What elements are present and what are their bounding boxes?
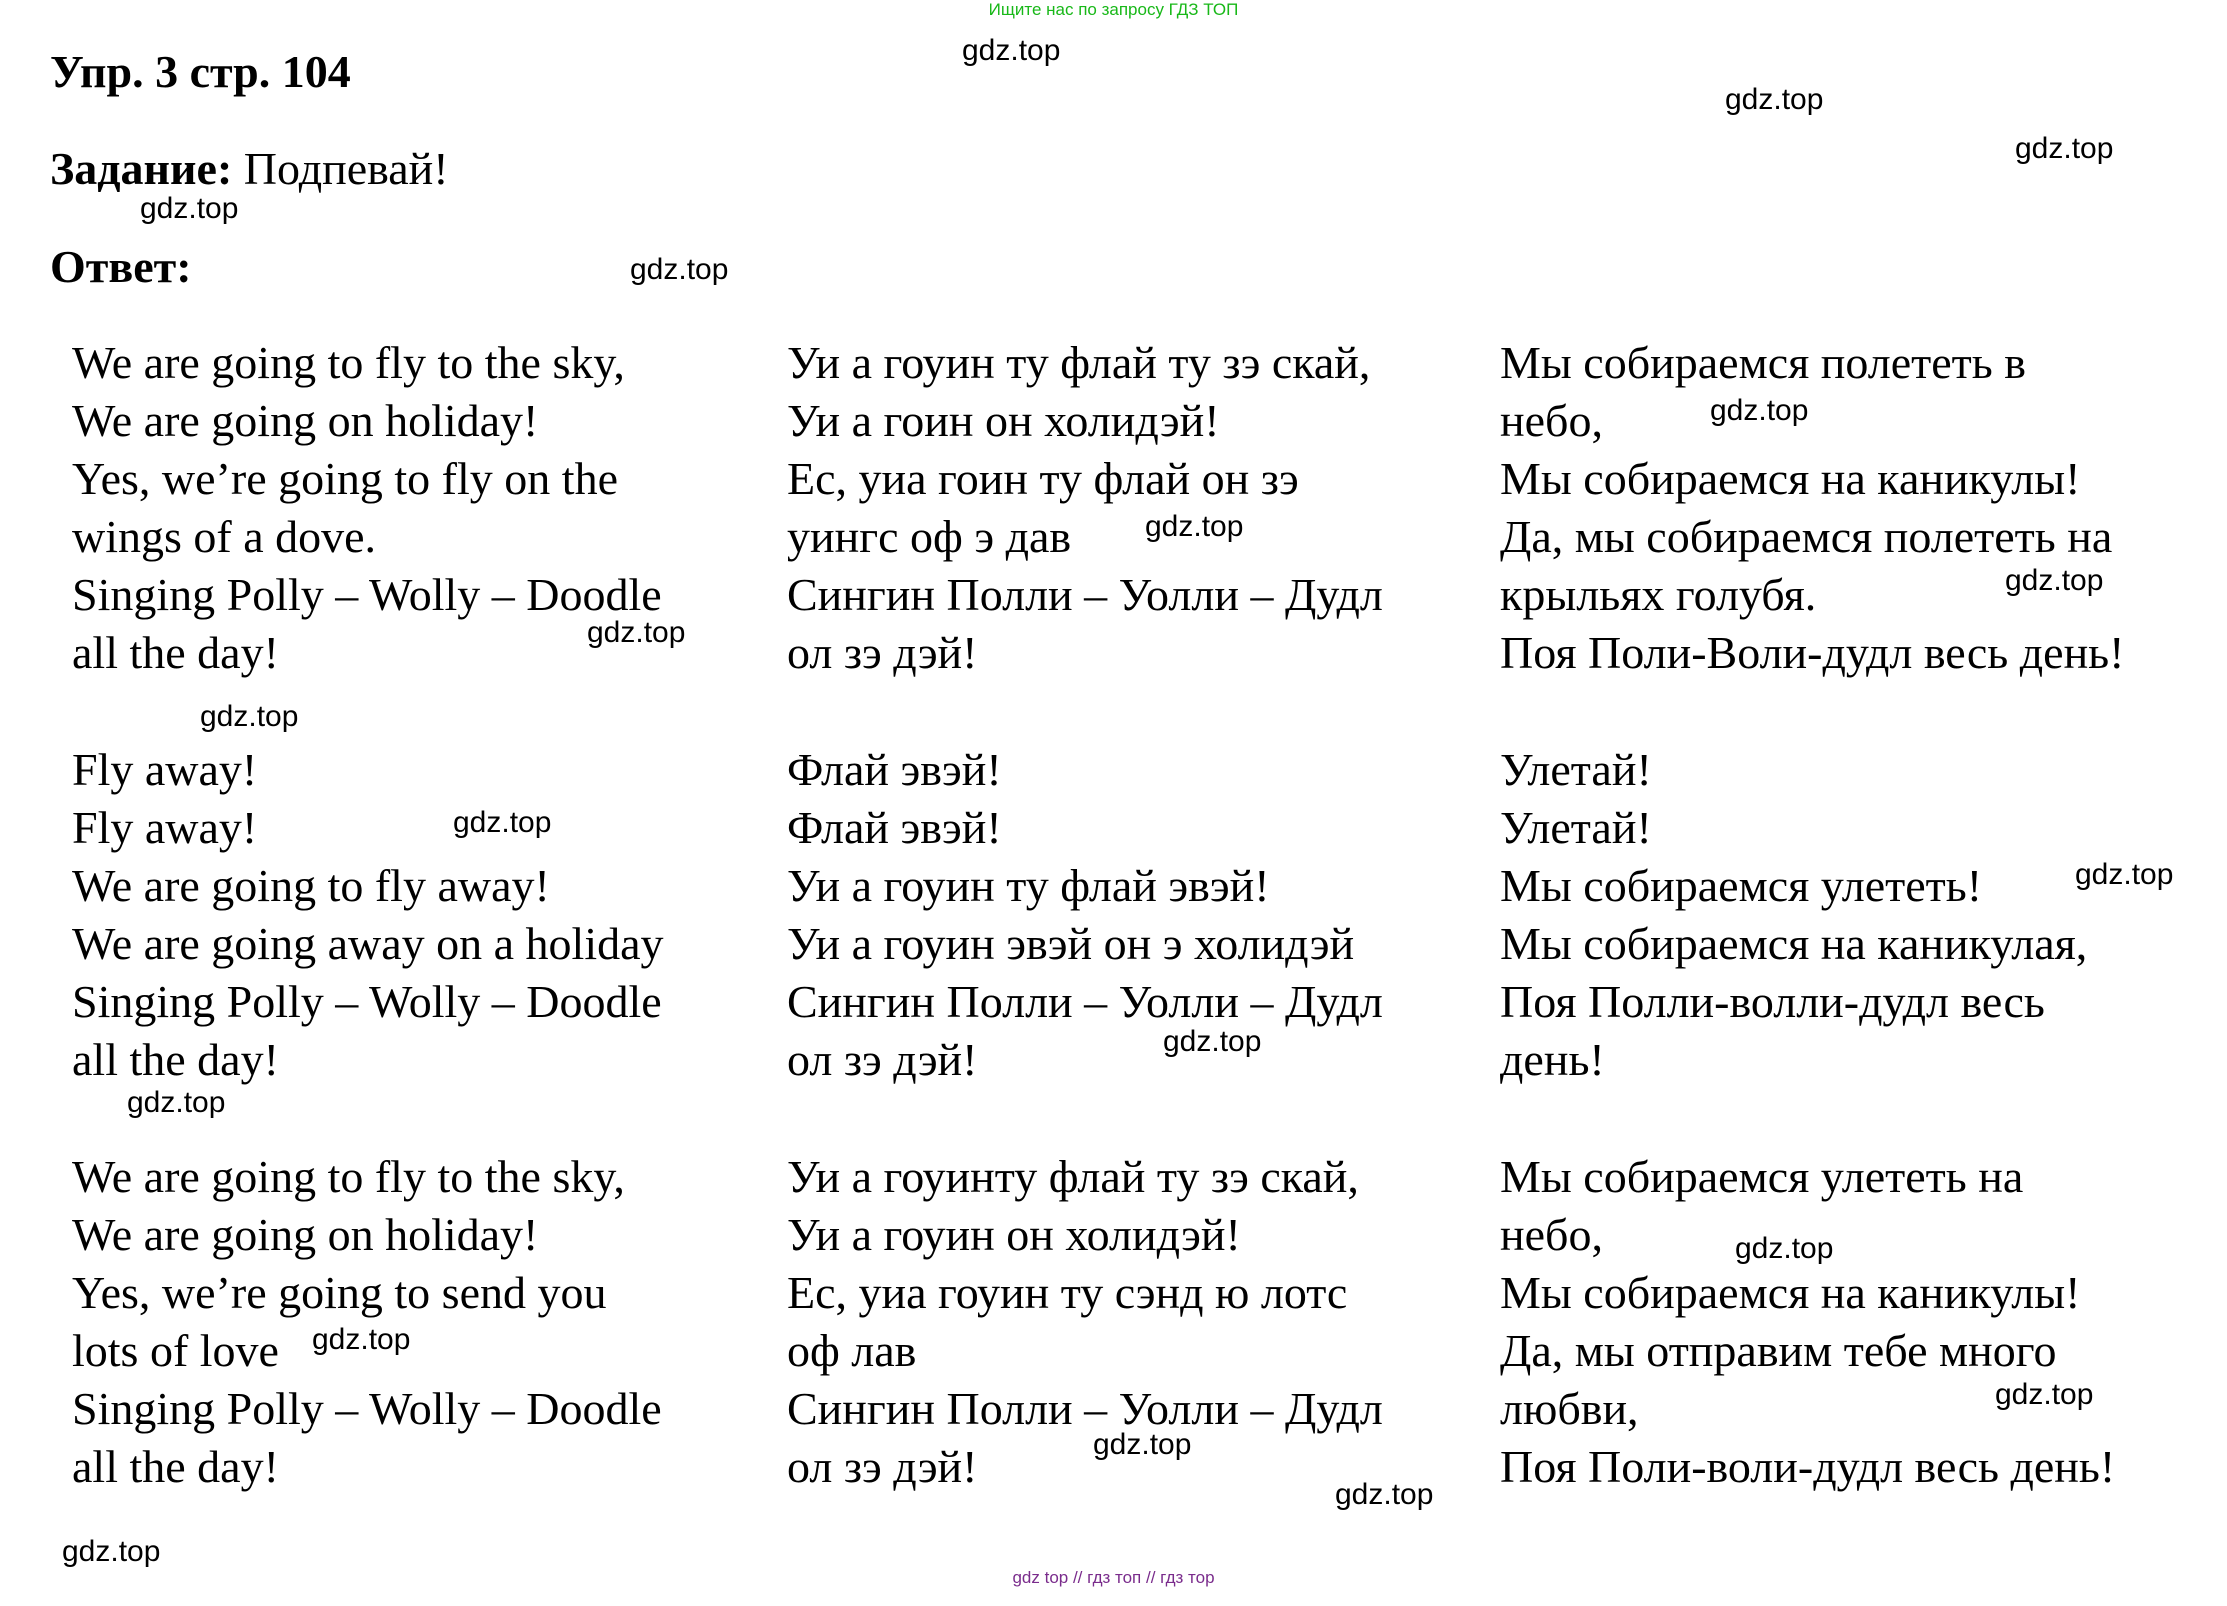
lyric-line: Ес, уиа гоуин ту сэнд ю лотс bbox=[787, 1267, 1348, 1318]
lyric-line: день! bbox=[1500, 1034, 1605, 1085]
watermark: gdz.top bbox=[630, 253, 729, 286]
lyric-line: all the day! bbox=[72, 627, 279, 678]
english-stanza-1 bbox=[72, 334, 662, 682]
lyric-line: all the day! bbox=[72, 1441, 279, 1492]
watermark: gdz.top bbox=[140, 192, 239, 225]
english-stanza-2 bbox=[72, 741, 664, 1089]
lyric-line: Singing Polly – Wolly – Doodle bbox=[72, 569, 662, 620]
lyric-line: Yes, we’re going to send you bbox=[72, 1267, 607, 1318]
lyric-line: Singing Polly – Wolly – Doodle bbox=[72, 976, 662, 1027]
answer-label: Ответ: bbox=[50, 241, 192, 292]
exercise-title: Упр. 3 стр. 104 bbox=[50, 46, 351, 97]
lyric-line: We are going to fly away! bbox=[72, 860, 550, 911]
task-text: Подпевай! bbox=[232, 143, 449, 194]
lyric-line: wings of a dove. bbox=[72, 511, 377, 562]
lyric-line: небо, bbox=[1500, 395, 1603, 446]
russian-stanza-1 bbox=[1500, 334, 2124, 682]
english-stanza-3 bbox=[72, 1148, 662, 1496]
page-title bbox=[50, 45, 351, 98]
lyric-line: крыльях голубя. bbox=[1500, 569, 1817, 620]
watermark: gdz.top bbox=[962, 34, 1061, 67]
watermark: gdz.top bbox=[1093, 1428, 1192, 1461]
lyric-line: Fly away! bbox=[72, 744, 258, 795]
lyric-line: Уи а гоуин ту флай ту зэ скай, bbox=[787, 337, 1371, 388]
lyric-line: Флай эвэй! bbox=[787, 802, 1002, 853]
lyric-line: We are going on holiday! bbox=[72, 1209, 539, 1260]
watermark: gdz.top bbox=[1725, 83, 1824, 116]
lyric-line: Улетай! bbox=[1500, 744, 1652, 795]
lyric-line: ол зэ дэй! bbox=[787, 627, 978, 678]
watermark: gdz.top bbox=[453, 806, 552, 839]
lyric-line: Singing Polly – Wolly – Doodle bbox=[72, 1383, 662, 1434]
lyric-line: We are going to fly to the sky, bbox=[72, 1151, 625, 1202]
russian-stanza-2 bbox=[1500, 741, 2087, 1089]
transcription-stanza-3 bbox=[787, 1148, 1383, 1496]
watermark: gdz.top bbox=[62, 1535, 161, 1568]
lyric-line: We are going to fly to the sky, bbox=[72, 337, 625, 388]
lyric-line: Поя Полли-волли-дудл весь bbox=[1500, 976, 2045, 1027]
lyric-line: Сингин Полли – Уолли – Дудл bbox=[787, 976, 1383, 1027]
watermark: gdz.top bbox=[2075, 858, 2174, 891]
lyric-line: Уи а гоуин ту флай эвэй! bbox=[787, 860, 1270, 911]
transcription-stanza-2 bbox=[787, 741, 1383, 1089]
answer-heading bbox=[50, 240, 192, 293]
lyric-line: Сингин Полли – Уолли – Дудл bbox=[787, 1383, 1383, 1434]
watermark: gdz.top bbox=[1735, 1232, 1834, 1265]
lyric-line: Поя Поли-воли-дудл весь день! bbox=[1500, 1441, 2116, 1492]
lyric-line: We are going away on a holiday bbox=[72, 918, 664, 969]
lyric-line: Yes, we’re going to fly on the bbox=[72, 453, 618, 504]
lyric-line: Уи а гоин он холидэй! bbox=[787, 395, 1220, 446]
watermark: gdz.top bbox=[1145, 510, 1244, 543]
task-label: Задание: bbox=[50, 143, 233, 194]
footer-note: gdz top // гдз топ // гдз тор bbox=[1012, 1568, 1215, 1587]
lyric-line: Да, мы собираемся полететь на bbox=[1500, 511, 2113, 562]
lyric-line: Уи а гоуин эвэй он э холидэй bbox=[787, 918, 1355, 969]
lyric-line: lots of love bbox=[72, 1325, 279, 1376]
lyric-line: Мы собираемся на каникулы! bbox=[1500, 453, 2081, 504]
russian-stanza-3 bbox=[1500, 1148, 2115, 1496]
lyric-line: оф лав bbox=[787, 1325, 917, 1376]
lyric-line: небо, bbox=[1500, 1209, 1603, 1260]
lyric-line: ол зэ дэй! bbox=[787, 1034, 978, 1085]
lyric-line: Флай эвэй! bbox=[787, 744, 1002, 795]
lyric-line: Мы собираемся на каникулы! bbox=[1500, 1267, 2081, 1318]
transcription-stanza-1 bbox=[787, 334, 1383, 682]
watermark: gdz.top bbox=[1710, 394, 1809, 427]
lyric-line: Fly away! bbox=[72, 802, 258, 853]
lyric-line: Мы собираемся улететь! bbox=[1500, 860, 1983, 911]
lyric-line: любви, bbox=[1500, 1383, 1639, 1434]
lyric-line: Улетай! bbox=[1500, 802, 1652, 853]
watermark: gdz.top bbox=[200, 700, 299, 733]
watermark: gdz.top bbox=[312, 1323, 411, 1356]
task-line bbox=[50, 142, 449, 195]
watermark: gdz.top bbox=[2015, 132, 2114, 165]
lyric-line: Сингин Полли – Уолли – Дудл bbox=[787, 569, 1383, 620]
lyric-line: Уи а гоуин он холидэй! bbox=[787, 1209, 1241, 1260]
lyric-line: Поя Поли-Воли-дудл весь день! bbox=[1500, 627, 2125, 678]
lyric-line: all the day! bbox=[72, 1034, 279, 1085]
lyric-line: ол зэ дэй! bbox=[787, 1441, 978, 1492]
lyric-line: Уи а гоуинту флай ту зэ скай, bbox=[787, 1151, 1359, 1202]
watermark: gdz.top bbox=[1335, 1478, 1434, 1511]
watermark: gdz.top bbox=[127, 1086, 226, 1119]
watermark: gdz.top bbox=[1163, 1025, 1262, 1058]
watermark: gdz.top bbox=[2005, 564, 2104, 597]
lyric-line: Мы собираемся полететь в bbox=[1500, 337, 2026, 388]
lyric-line: We are going on holiday! bbox=[72, 395, 539, 446]
lyric-line: Мы собираемся на каникулая, bbox=[1500, 918, 2088, 969]
watermark: gdz.top bbox=[587, 616, 686, 649]
lyric-line: уингс оф э дав bbox=[787, 511, 1072, 562]
lyric-line: Мы собираемся улететь на bbox=[1500, 1151, 2024, 1202]
lyric-line: Ес, уиа гоин ту флай он зэ bbox=[787, 453, 1299, 504]
top-search-note: Ищите нас по запросу ГДЗ ТОП bbox=[988, 0, 1239, 19]
lyric-line: Да, мы отправим тебе много bbox=[1500, 1325, 2057, 1376]
watermark: gdz.top bbox=[1995, 1378, 2094, 1411]
